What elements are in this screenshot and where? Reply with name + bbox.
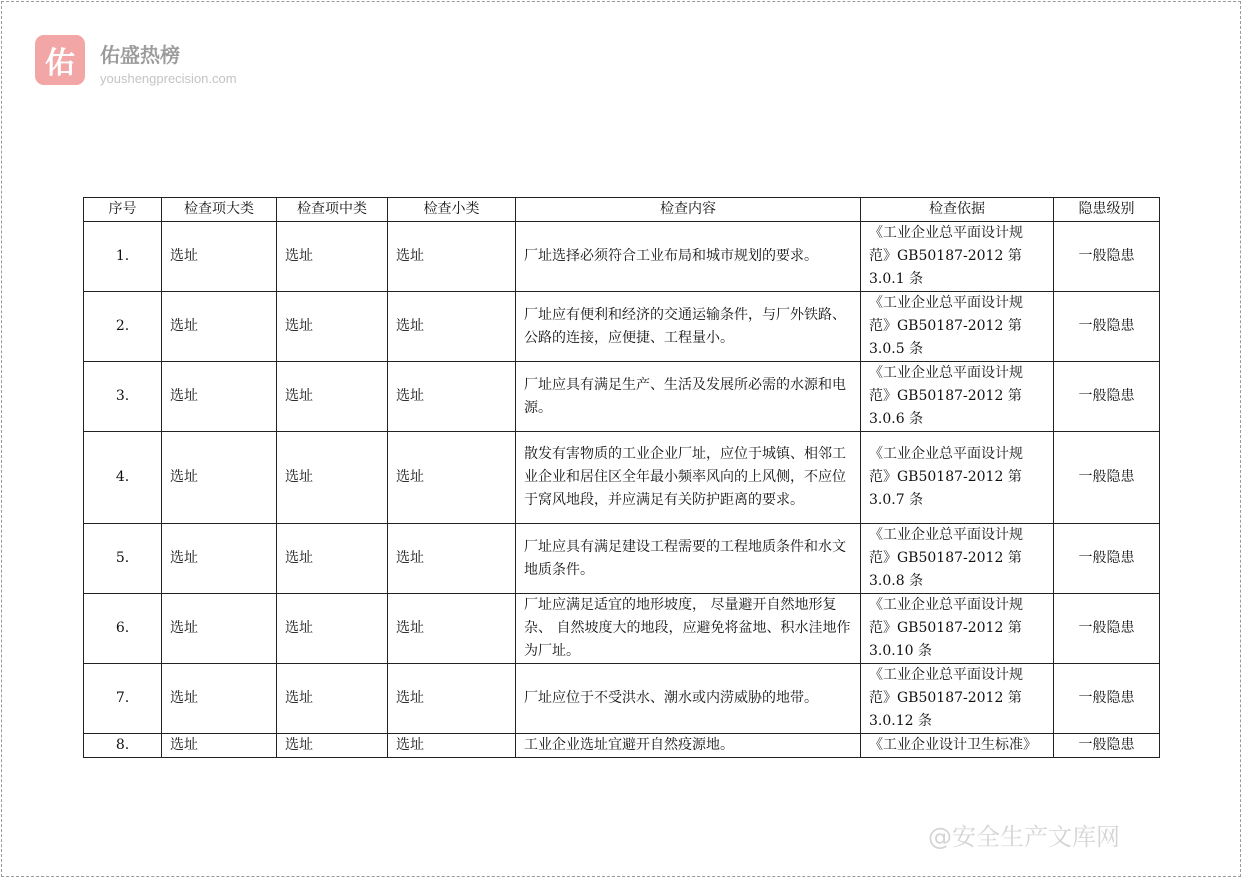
basis-line: 范》GB50187-2012 第: [869, 620, 1022, 636]
table-row: [84, 524, 1160, 594]
cell-major: 选址: [162, 524, 277, 594]
cell-major: 选址: [162, 292, 277, 362]
cell-content: 散发有害物质的工业企业厂址，应位于城镇、相邻工业企业和居住区全年最小频率风向的上风侧，不应位于窝风地段，并应满足有关防护距离的要求。: [516, 432, 861, 524]
table-body: [84, 222, 1160, 758]
cell-basis: [861, 292, 1054, 362]
cell-middle: 选址: [277, 222, 388, 292]
cell-content: 厂址应位于不受洪水、潮水或内涝威胁的地带。: [516, 664, 861, 734]
basis-line: 范》GB50187-2012 第: [869, 550, 1022, 566]
col-header-basis: 检查依据: [861, 198, 1054, 222]
basis-line: 3.0.6 条: [869, 411, 924, 427]
cell-major: 选址: [162, 362, 277, 432]
cell-basis: [861, 734, 1054, 758]
cell-no: 7.: [84, 664, 162, 734]
basis-line: 3.0.12 条: [869, 713, 932, 729]
basis-line: 范》GB50187-2012 第: [869, 318, 1022, 334]
cell-level: 一般隐患: [1054, 432, 1160, 524]
cell-no: 2.: [84, 292, 162, 362]
basis-line: 3.0.5 条: [869, 341, 924, 357]
table-row: [84, 432, 1160, 524]
table-row: [84, 594, 1160, 664]
cell-content: 厂址应满足适宜的地形坡度， 尽量避开自然地形复杂、 自然坡度大的地段，应避免将盆地、积水洼地作为厂址。: [516, 594, 861, 664]
cell-basis: [861, 362, 1054, 432]
cell-basis: [861, 594, 1054, 664]
cell-minor: 选址: [388, 292, 516, 362]
cell-basis: [861, 432, 1054, 524]
table-row: [84, 362, 1160, 432]
cell-no: 8.: [84, 734, 162, 758]
table-row: [84, 222, 1160, 292]
cell-content: 厂址应有便利和经济的交通运输条件，与厂外铁路、公路的连接，应便捷、工程量小。: [516, 292, 861, 362]
cell-basis: [861, 664, 1054, 734]
col-header-content: 检查内容: [516, 198, 861, 222]
brand-logo: 佑: [35, 35, 85, 85]
cell-level: 一般隐患: [1054, 594, 1160, 664]
cell-major: 选址: [162, 432, 277, 524]
basis-line: 范》GB50187-2012 第: [869, 469, 1022, 485]
basis-line: 范》GB50187-2012 第: [869, 690, 1022, 706]
watermark: @安全生产文库网: [928, 823, 1120, 851]
col-header-middle: 检查项中类: [277, 198, 388, 222]
cell-middle: 选址: [277, 292, 388, 362]
cell-no: 3.: [84, 362, 162, 432]
cell-middle: 选址: [277, 362, 388, 432]
col-header-no: 序号: [84, 198, 162, 222]
cell-middle: 选址: [277, 524, 388, 594]
basis-line: 3.0.10 条: [869, 643, 932, 659]
cell-level: 一般隐患: [1054, 664, 1160, 734]
cell-level: 一般隐患: [1054, 222, 1160, 292]
brand-url: youshengprecision.com: [100, 71, 237, 86]
cell-basis: [861, 222, 1054, 292]
cell-level: 一般隐患: [1054, 524, 1160, 594]
cell-content: 厂址应具有满足建设工程需要的工程地质条件和水文地质条件。: [516, 524, 861, 594]
cell-minor: 选址: [388, 524, 516, 594]
basis-line: 《工业企业总平面设计规: [869, 527, 1023, 543]
cell-content: 厂址应具有满足生产、生活及发展所必需的水源和电源。: [516, 362, 861, 432]
cell-no: 5.: [84, 524, 162, 594]
table-row: [84, 664, 1160, 734]
cell-major: 选址: [162, 594, 277, 664]
basis-line: 范》GB50187-2012 第: [869, 388, 1022, 404]
basis-line: 《工业企业总平面设计规: [869, 446, 1023, 462]
basis-line: 3.0.1 条: [869, 271, 924, 287]
cell-no: 6.: [84, 594, 162, 664]
cell-minor: 选址: [388, 362, 516, 432]
cell-minor: 选址: [388, 664, 516, 734]
cell-basis: [861, 524, 1054, 594]
table-row: [84, 292, 1160, 362]
cell-major: 选址: [162, 222, 277, 292]
inspection-table: [83, 197, 1160, 758]
cell-level: 一般隐患: [1054, 734, 1160, 758]
cell-no: 4.: [84, 432, 162, 524]
cell-minor: 选址: [388, 432, 516, 524]
basis-line: 3.0.8 条: [869, 573, 924, 589]
cell-content: 厂址选择必须符合工业布局和城市规划的要求。: [516, 222, 861, 292]
col-header-minor: 检查小类: [388, 198, 516, 222]
basis-line: 《工业企业总平面设计规: [869, 597, 1023, 613]
table-row: [84, 734, 1160, 758]
cell-minor: 选址: [388, 222, 516, 292]
cell-minor: 选址: [388, 594, 516, 664]
cell-content: 工业企业选址宜避开自然疫源地。: [516, 734, 861, 758]
basis-line: 3.0.7 条: [869, 492, 924, 508]
cell-middle: 选址: [277, 594, 388, 664]
table-header-row: [84, 198, 1160, 222]
cell-middle: 选址: [277, 734, 388, 758]
col-header-major: 检查项大类: [162, 198, 277, 222]
basis-line: 《工业企业总平面设计规: [869, 667, 1023, 683]
basis-line: 范》GB50187-2012 第: [869, 248, 1022, 264]
basis-line: 《工业企业总平面设计规: [869, 295, 1023, 311]
cell-level: 一般隐患: [1054, 362, 1160, 432]
col-header-level: 隐患级别: [1054, 198, 1160, 222]
cell-major: 选址: [162, 664, 277, 734]
basis-line: 《工业企业总平面设计规: [869, 225, 1023, 241]
brand-name: 佑盛热榜: [100, 43, 180, 67]
basis-line: 《工业企业设计卫生标准》: [869, 737, 1037, 753]
cell-minor: 选址: [388, 734, 516, 758]
cell-no: 1.: [84, 222, 162, 292]
cell-middle: 选址: [277, 432, 388, 524]
basis-line: 《工业企业总平面设计规: [869, 365, 1023, 381]
cell-major: 选址: [162, 734, 277, 758]
cell-level: 一般隐患: [1054, 292, 1160, 362]
cell-middle: 选址: [277, 664, 388, 734]
